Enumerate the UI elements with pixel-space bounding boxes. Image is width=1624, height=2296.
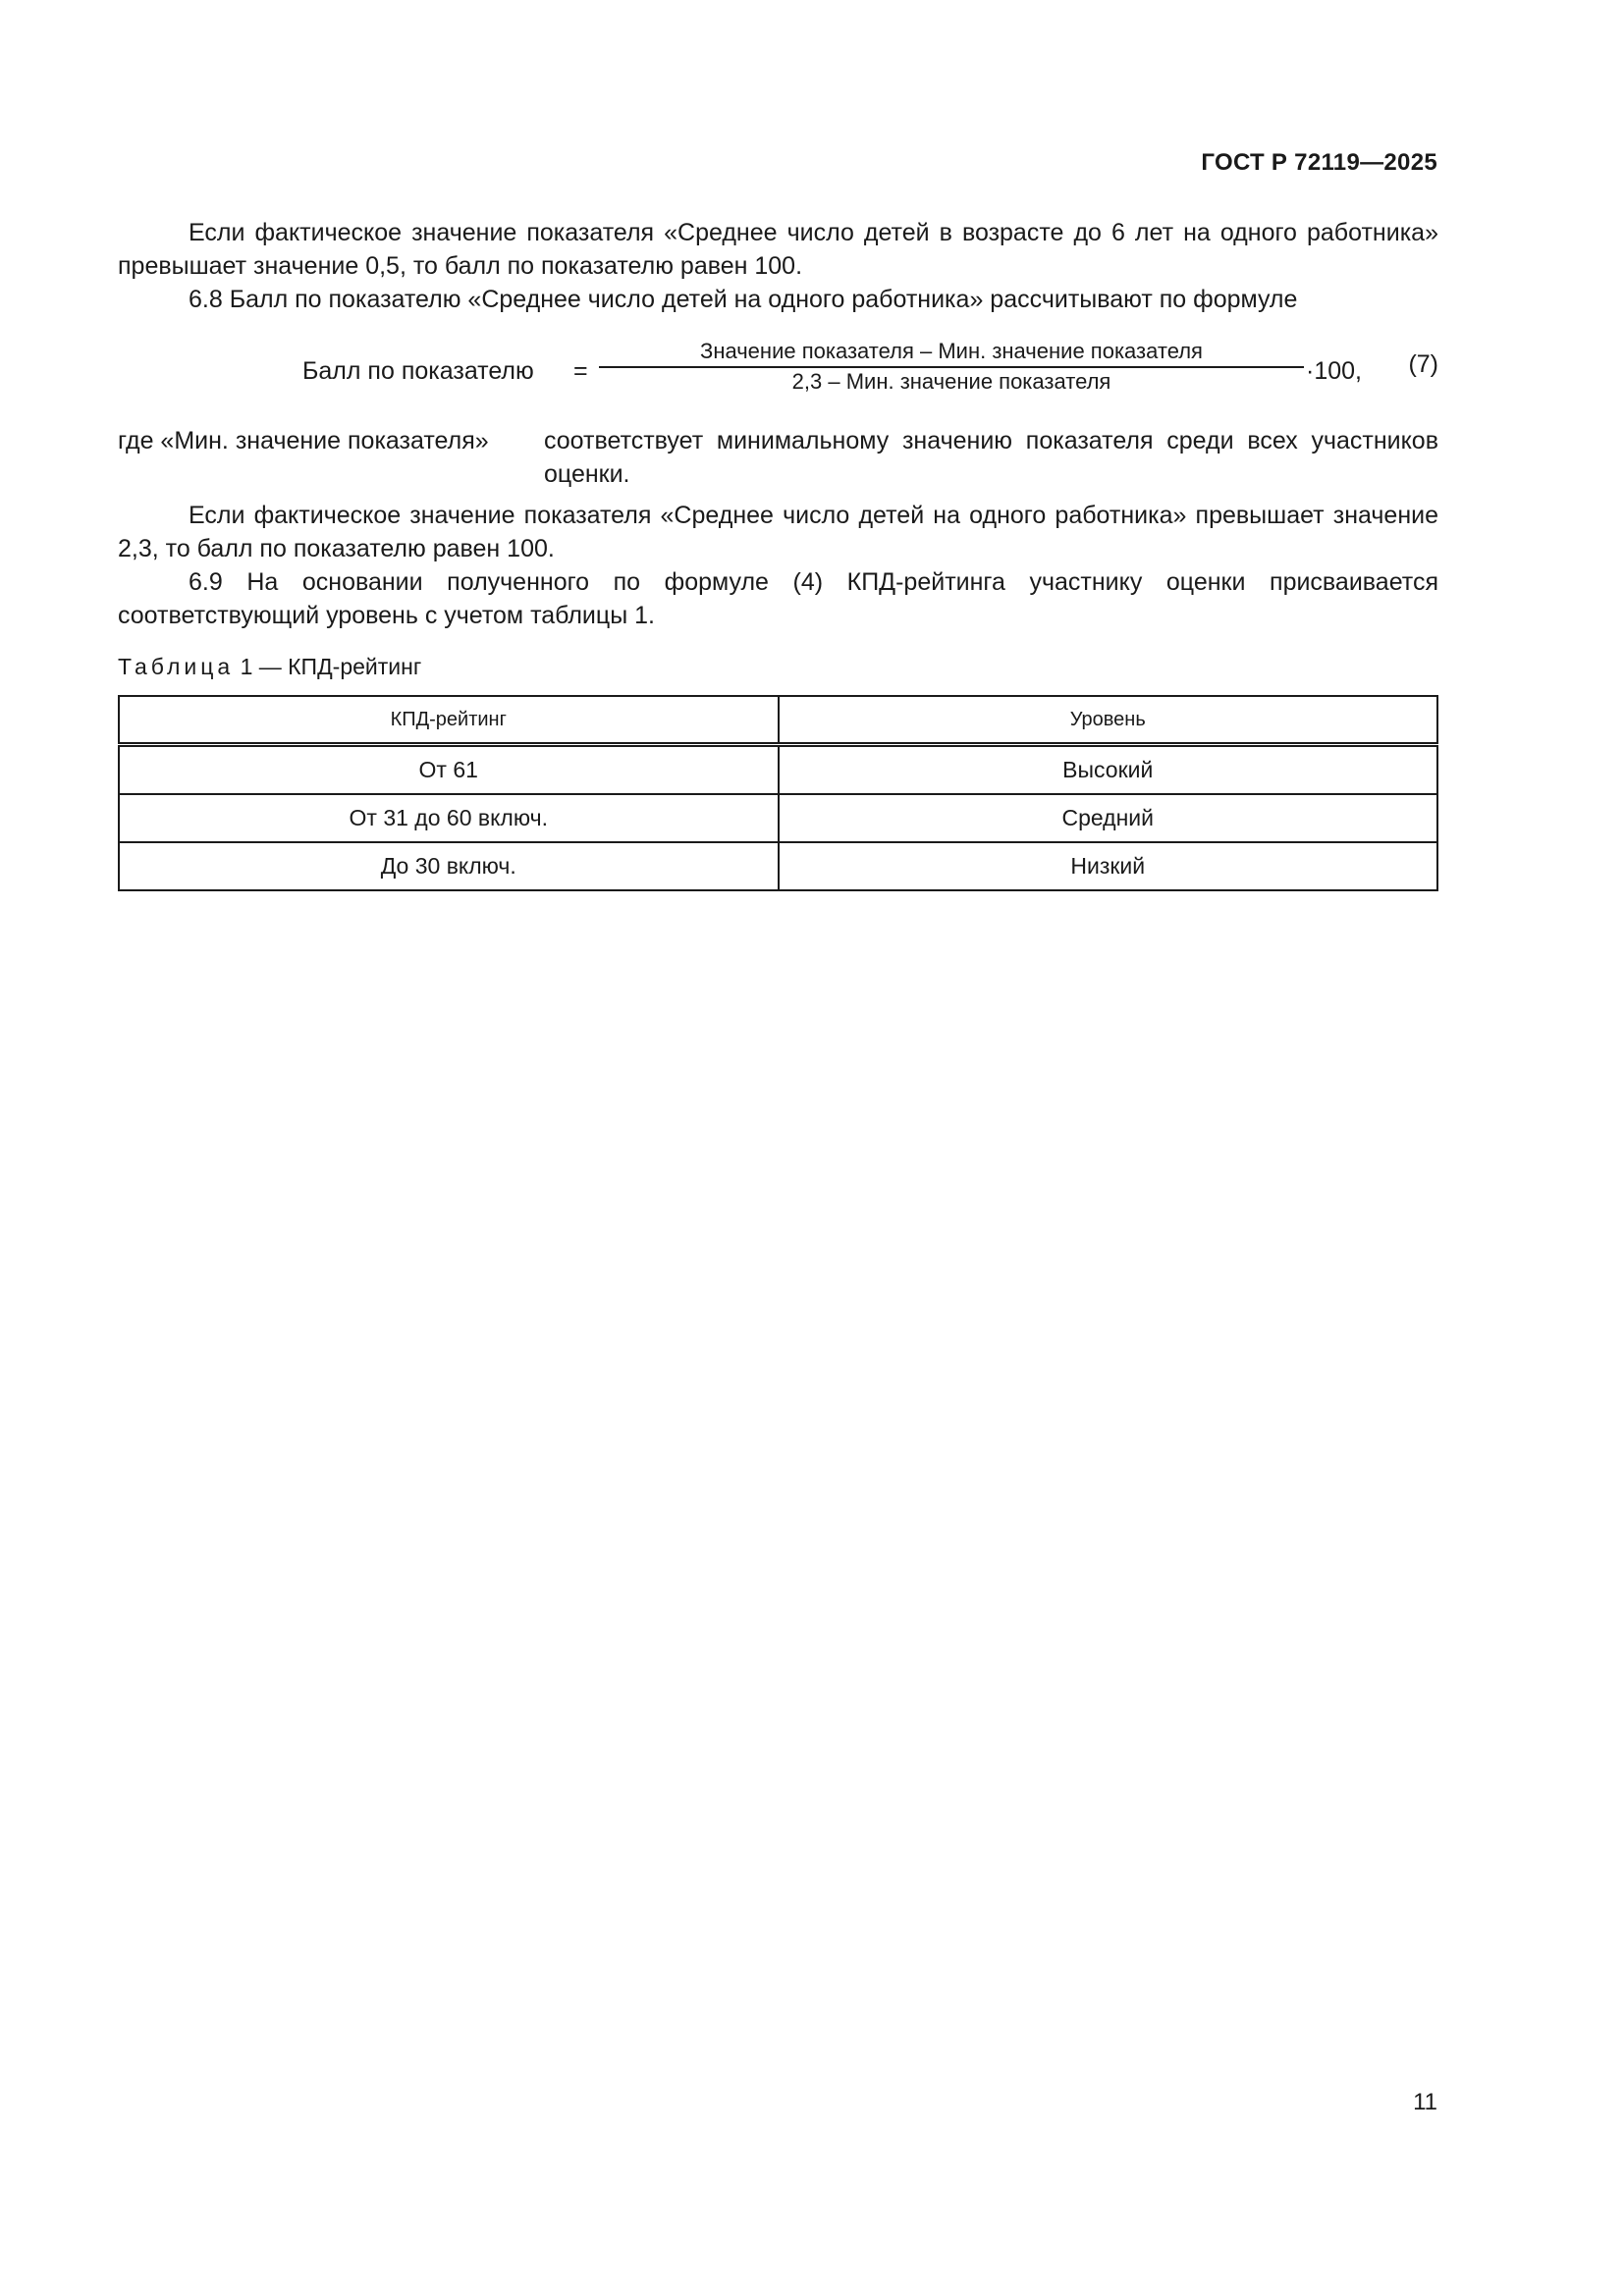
where-term: где «Мин. значение показателя» xyxy=(118,427,489,454)
table-cell-level: Высокий xyxy=(779,745,1438,795)
kpd-rating-table xyxy=(118,695,1438,891)
table-caption-prefix: Таблица xyxy=(118,654,235,679)
body-text-bottom xyxy=(118,499,1438,632)
table-cell-kpd: До 30 включ. xyxy=(119,842,779,890)
table-caption xyxy=(118,654,421,680)
paragraph-threshold-6-years: Если фактическое значение показателя «Среднее число детей в возрасте до 6 лет на одного работника» превышает значение 0,5, то балл по показателю равен 100. xyxy=(118,219,1438,280)
paragraph-6-8: 6.8 Балл по показателю «Среднее число детей на одного работника» рассчитывают по формуле xyxy=(189,286,1298,313)
body-text-top xyxy=(118,216,1438,316)
standard-code-header: ГОСТ Р 72119—2025 xyxy=(1201,149,1437,176)
table-row xyxy=(119,745,1437,795)
formula-7 xyxy=(118,339,1438,407)
formula-lhs: Балл по показателю xyxy=(302,357,534,385)
where-definition: соответствует минимальному значению показателя среди всех участников оценки. xyxy=(544,427,1438,488)
table-cell-level: Средний xyxy=(779,794,1438,842)
paragraph-6-9: 6.9 На основании полученного по формуле (4) КПД-рейтинга участнику оценки присваивается соответствующий уровень с учетом таблицы 1. xyxy=(118,568,1438,629)
formula-number: (7) xyxy=(1408,350,1438,378)
column-header-kpd: КПД-рейтинг xyxy=(119,696,779,745)
table-row xyxy=(119,794,1437,842)
table-caption-title: 1 — КПД-рейтинг xyxy=(234,654,422,679)
formula-equals: = xyxy=(573,357,588,385)
table-cell-level: Низкий xyxy=(779,842,1438,890)
table-cell-kpd: От 61 xyxy=(119,745,779,795)
formula-fraction xyxy=(599,339,1304,395)
table-row xyxy=(119,842,1437,890)
formula-multiplier: ·100, xyxy=(1306,357,1362,385)
paragraph-threshold-2-3: Если фактическое значение показателя «Среднее число детей на одного работника» превышает значение 2,3, то балл по показателю равен 100. xyxy=(118,502,1438,562)
formula-denominator: 2,3 – Мин. значение показателя xyxy=(791,369,1111,394)
page-number: 11 xyxy=(1413,2089,1437,2115)
formula-numerator: Значение показателя – Мин. значение показателя xyxy=(700,339,1203,363)
table-header-row xyxy=(119,696,1437,745)
column-header-level: Уровень xyxy=(779,696,1438,745)
table-cell-kpd: От 31 до 60 включ. xyxy=(119,794,779,842)
